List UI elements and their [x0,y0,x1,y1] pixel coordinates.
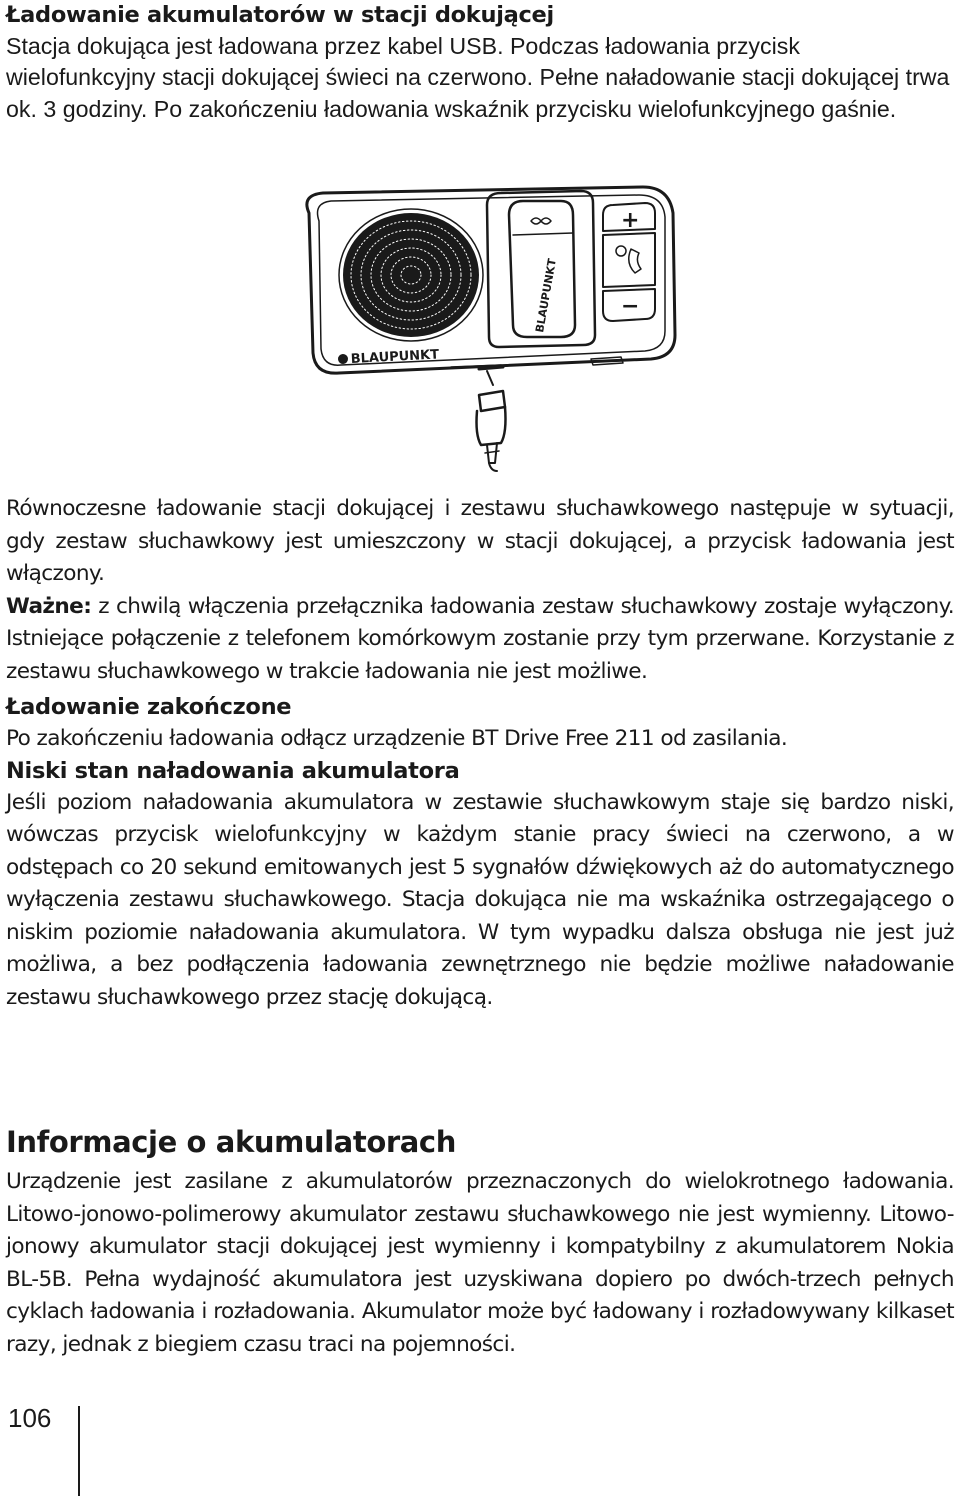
power-icon [616,246,626,256]
charging-station-title: Ładowanie akumulatorów w stacji dokującej [6,2,554,28]
plus-button-label: + [621,208,640,233]
important-note [6,591,954,689]
usb-cable-icon [477,371,506,471]
battery-info-section [6,1122,954,1361]
simultaneous-charging-section [6,493,954,1014]
station-brand-logo: BLAUPUNKT [350,347,440,367]
headset-brand-logo: BLAUPUNKT [533,257,559,334]
low-battery-body: Jeśli poziom naładowania akumulatora w zestawie słuchawkowym staje się bardzo niski, wówczas przycisk wielofunkcyjny w każdym stanie pracy świeci na czerwono, a w odstępach co 20 sekund emitowanych jest 5 sygnałów dźwiękowych aż do automatycznego wyłączenia zestawu słuchawkowego. Stacja dokująca nie ma wskaźnika ostrzegającego o niskim poziomie naładowania akumulatora. W tym wypadku dalsza obsługa nie jest już możliwa, a bez podłączenia ładowania zewnętrznego nie będzie możliwe naładowanie zestawu słuchawkowego przez stację dokującą. [6,789,954,1010]
charging-station-body: Stacja dokująca jest ładowana przez kabel USB. Podczas ładowania przycisk wielofunkcyjny stacji dokującej świeci na czerwono. Pełne naładowanie stacji dokującej trwa ok. 3 godziny. Po zakończeniu ładowania wskaźnik przycisku wielofunkcyjnego gaśnie. [6,33,950,122]
charging-complete-title: Ładowanie zakończone [6,694,292,720]
footer-divider [78,1406,80,1496]
infinity-icon [531,218,551,224]
charging-station-section [6,0,954,125]
phone-icon [629,249,641,273]
simultaneous-body: Równoczesne ładowanie stacji dokującej i zestawu słuchawkowego następuje w sytuacji, gdy zestaw słuchawkowy jest umieszczony w stacji dokującej, a przycisk ładowania jest włączony. [6,496,954,586]
battery-info-body: Urządzenie jest zasilane z akumulatorów przeznaczonych do wielokrotnego ładowania. Litowo-jonowo-polimerowy akumulator zestawu słuchawkowego nie jest wymienny. Litowo-jonowy akumulator stacji dokującej jest wymienny i kompatybilny z akumulatorem Nokia BL-5B. Pełna wydajność akumulatora jest uzyskiwana dopiero po dwóch-trzech pełnych cyklach ładowania i rozładowania. Akumulator może być ładowany i rozładowywany kilkaset razy, jednak z biegiem czasu traci na pojemności. [6,1169,954,1357]
important-body: z chwilą włączenia przełącznika ładowania zestaw słuchawkowy zostaje wyłączony. Istniejące połączenie z telefonem komórkowym zostanie przy tym przerwane. Korzystanie z zestawu słuchawkowego w trakcie ładowania nie jest możliwe. [6,593,954,684]
docking-station-illustration [291,185,681,475]
speaker-grille-icon [339,209,483,341]
low-battery-title: Niski stan naładowania akumulatora [6,757,460,784]
minus-button-label: − [621,294,640,319]
charging-complete-body: Po zakończeniu ładowania odłącz urządzenie BT Drive Free 211 od zasilania. [6,726,788,751]
battery-info-title: Informacje o akumulatorach [6,1125,456,1159]
page-number: 106 [8,1403,52,1433]
important-label: Ważne: [6,593,92,619]
